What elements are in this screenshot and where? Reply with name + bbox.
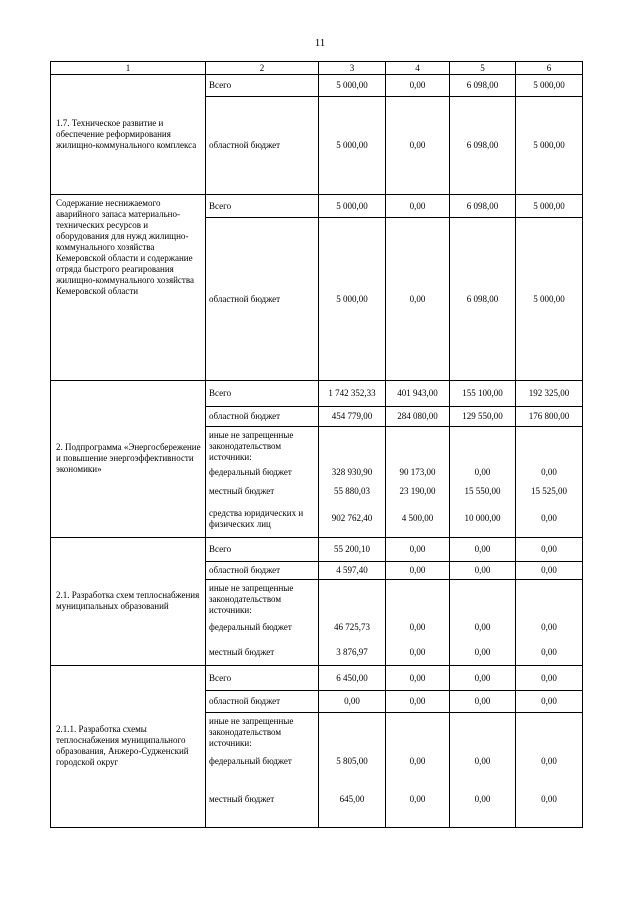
value-cell: 0,00 — [386, 561, 450, 579]
value-cell: 176 800,00 — [516, 407, 583, 427]
value-cell: 0,00 — [516, 773, 583, 827]
value-cell: 5 000,00 — [516, 97, 583, 195]
source-label: областной бюджет — [206, 97, 319, 195]
table-row — [51, 537, 583, 561]
source-label: Всего — [206, 381, 319, 407]
value-cell: 0,00 — [386, 640, 450, 666]
source-label: областной бюджет — [206, 691, 319, 713]
source-label: иные не запрещенные законодательством источники: — [206, 713, 319, 750]
value-cell: 6 098,00 — [450, 75, 516, 97]
source-label: областной бюджет — [206, 218, 319, 381]
value-cell: 0,00 — [516, 463, 583, 482]
value-cell: 55 200,10 — [319, 537, 386, 561]
value-cell: 0,00 — [450, 773, 516, 827]
value-cell: 0,00 — [516, 561, 583, 579]
column-header: 2 — [206, 62, 319, 75]
value-cell: 0,00 — [450, 666, 516, 691]
value-cell: 15 525,00 — [516, 482, 583, 501]
value-cell: 5 000,00 — [516, 195, 583, 218]
value-cell: 6 098,00 — [450, 218, 516, 381]
value-cell: 10 000,00 — [450, 501, 516, 537]
value-cell: 5 000,00 — [516, 218, 583, 381]
value-cell: 6 450,00 — [319, 666, 386, 691]
value-cell: 0,00 — [450, 640, 516, 666]
value-cell: 5 000,00 — [319, 75, 386, 97]
value-cell: 5 000,00 — [516, 75, 583, 97]
value-cell: 0,00 — [516, 616, 583, 640]
source-label: Всего — [206, 666, 319, 691]
source-label: федеральный бюджет — [206, 749, 319, 773]
budget-table — [50, 61, 583, 828]
value-cell: 6 098,00 — [450, 195, 516, 218]
value-cell: 5 805,00 — [319, 749, 386, 773]
value-cell: 0,00 — [386, 749, 450, 773]
program-title: 2.1.1. Разработка схемы теплоснабжения муниципального образования, Анжеро-Судженский городской округ — [51, 666, 206, 828]
value-cell: 1 742 352,33 — [319, 381, 386, 407]
source-label: федеральный бюджет — [206, 463, 319, 482]
column-header: 6 — [516, 62, 583, 75]
value-cell: 55 880,03 — [319, 482, 386, 501]
value-cell: 4 500,00 — [386, 501, 450, 537]
value-cell: 0,00 — [516, 640, 583, 666]
source-label: средства юридических и физических лиц — [206, 501, 319, 537]
source-label: местный бюджет — [206, 640, 319, 666]
value-cell: 0,00 — [386, 97, 450, 195]
value-cell: 0,00 — [516, 749, 583, 773]
value-cell: 192 325,00 — [516, 381, 583, 407]
value-cell: 0,00 — [450, 463, 516, 482]
value-cell: 5 000,00 — [319, 195, 386, 218]
program-title: 1.7. Техническое развитие и обеспечение реформирования жилищно-коммунального комплекса — [51, 75, 206, 195]
value-cell: 284 080,00 — [386, 407, 450, 427]
program-title: 2.1. Разработка схем теплоснабжения муниципальных образований — [51, 537, 206, 666]
value-cell: 0,00 — [386, 773, 450, 827]
value-cell: 0,00 — [386, 691, 450, 713]
source-label: местный бюджет — [206, 773, 319, 827]
program-title: Содержание неснижаемого аварийного запаса материально-технических ресурсов и оборудования для нужд жилищно-коммунального хозяйства Кемеровской области и содержание отряда быстрого реагирования жилищно-коммунального хозяйства Кемеровской области — [51, 195, 206, 381]
value-cell: 401 943,00 — [386, 381, 450, 407]
value-cell: 0,00 — [386, 537, 450, 561]
value-cell: 0,00 — [450, 691, 516, 713]
source-label: Всего — [206, 195, 319, 218]
value-cell: 0,00 — [386, 666, 450, 691]
value-cell: 5 000,00 — [319, 218, 386, 381]
source-label: областной бюджет — [206, 407, 319, 427]
value-cell: 6 098,00 — [450, 97, 516, 195]
value-cell: 15 550,00 — [450, 482, 516, 501]
source-label: Всего — [206, 537, 319, 561]
column-header: 3 — [319, 62, 386, 75]
source-label: федеральный бюджет — [206, 616, 319, 640]
value-cell: 328 930,90 — [319, 463, 386, 482]
value-cell: 0,00 — [516, 691, 583, 713]
value-cell: 0,00 — [450, 616, 516, 640]
table-row — [51, 666, 583, 691]
value-cell: 645,00 — [319, 773, 386, 827]
source-label: местный бюджет — [206, 482, 319, 501]
column-header: 4 — [386, 62, 450, 75]
table-row — [51, 195, 583, 218]
value-cell: 23 190,00 — [386, 482, 450, 501]
value-cell: 46 725,73 — [319, 616, 386, 640]
value-cell: 0,00 — [386, 75, 450, 97]
value-cell: 902 762,40 — [319, 501, 386, 537]
value-cell: 129 550,00 — [450, 407, 516, 427]
value-cell: 0,00 — [450, 749, 516, 773]
value-cell: 5 000,00 — [319, 97, 386, 195]
source-label: иные не запрещенные законодательством источники: — [206, 579, 319, 616]
source-label: иные не запрещенные законодательством источники: — [206, 427, 319, 464]
value-cell: 155 100,00 — [450, 381, 516, 407]
value-cell: 0,00 — [450, 537, 516, 561]
value-cell: 0,00 — [516, 666, 583, 691]
value-cell: 0,00 — [450, 561, 516, 579]
value-cell: 4 597,40 — [319, 561, 386, 579]
value-cell: 3 876,97 — [319, 640, 386, 666]
page-number: 11 — [314, 37, 326, 49]
value-cell: 90 173,00 — [386, 463, 450, 482]
table-header-row — [51, 62, 583, 75]
program-title: 2. Подпрограмма «Энергосбережение и повышение энергоэффективности экономики» — [51, 381, 206, 538]
table-row — [51, 381, 583, 407]
value-cell: 0,00 — [386, 195, 450, 218]
column-header: 1 — [51, 62, 206, 75]
value-cell: 0,00 — [386, 616, 450, 640]
value-cell: 0,00 — [386, 218, 450, 381]
value-cell: 454 779,00 — [319, 407, 386, 427]
source-label: областной бюджет — [206, 561, 319, 579]
value-cell: 0,00 — [516, 537, 583, 561]
table-row — [51, 75, 583, 97]
source-label: Всего — [206, 75, 319, 97]
value-cell: 0,00 — [319, 691, 386, 713]
value-cell: 0,00 — [516, 501, 583, 537]
column-header: 5 — [450, 62, 516, 75]
